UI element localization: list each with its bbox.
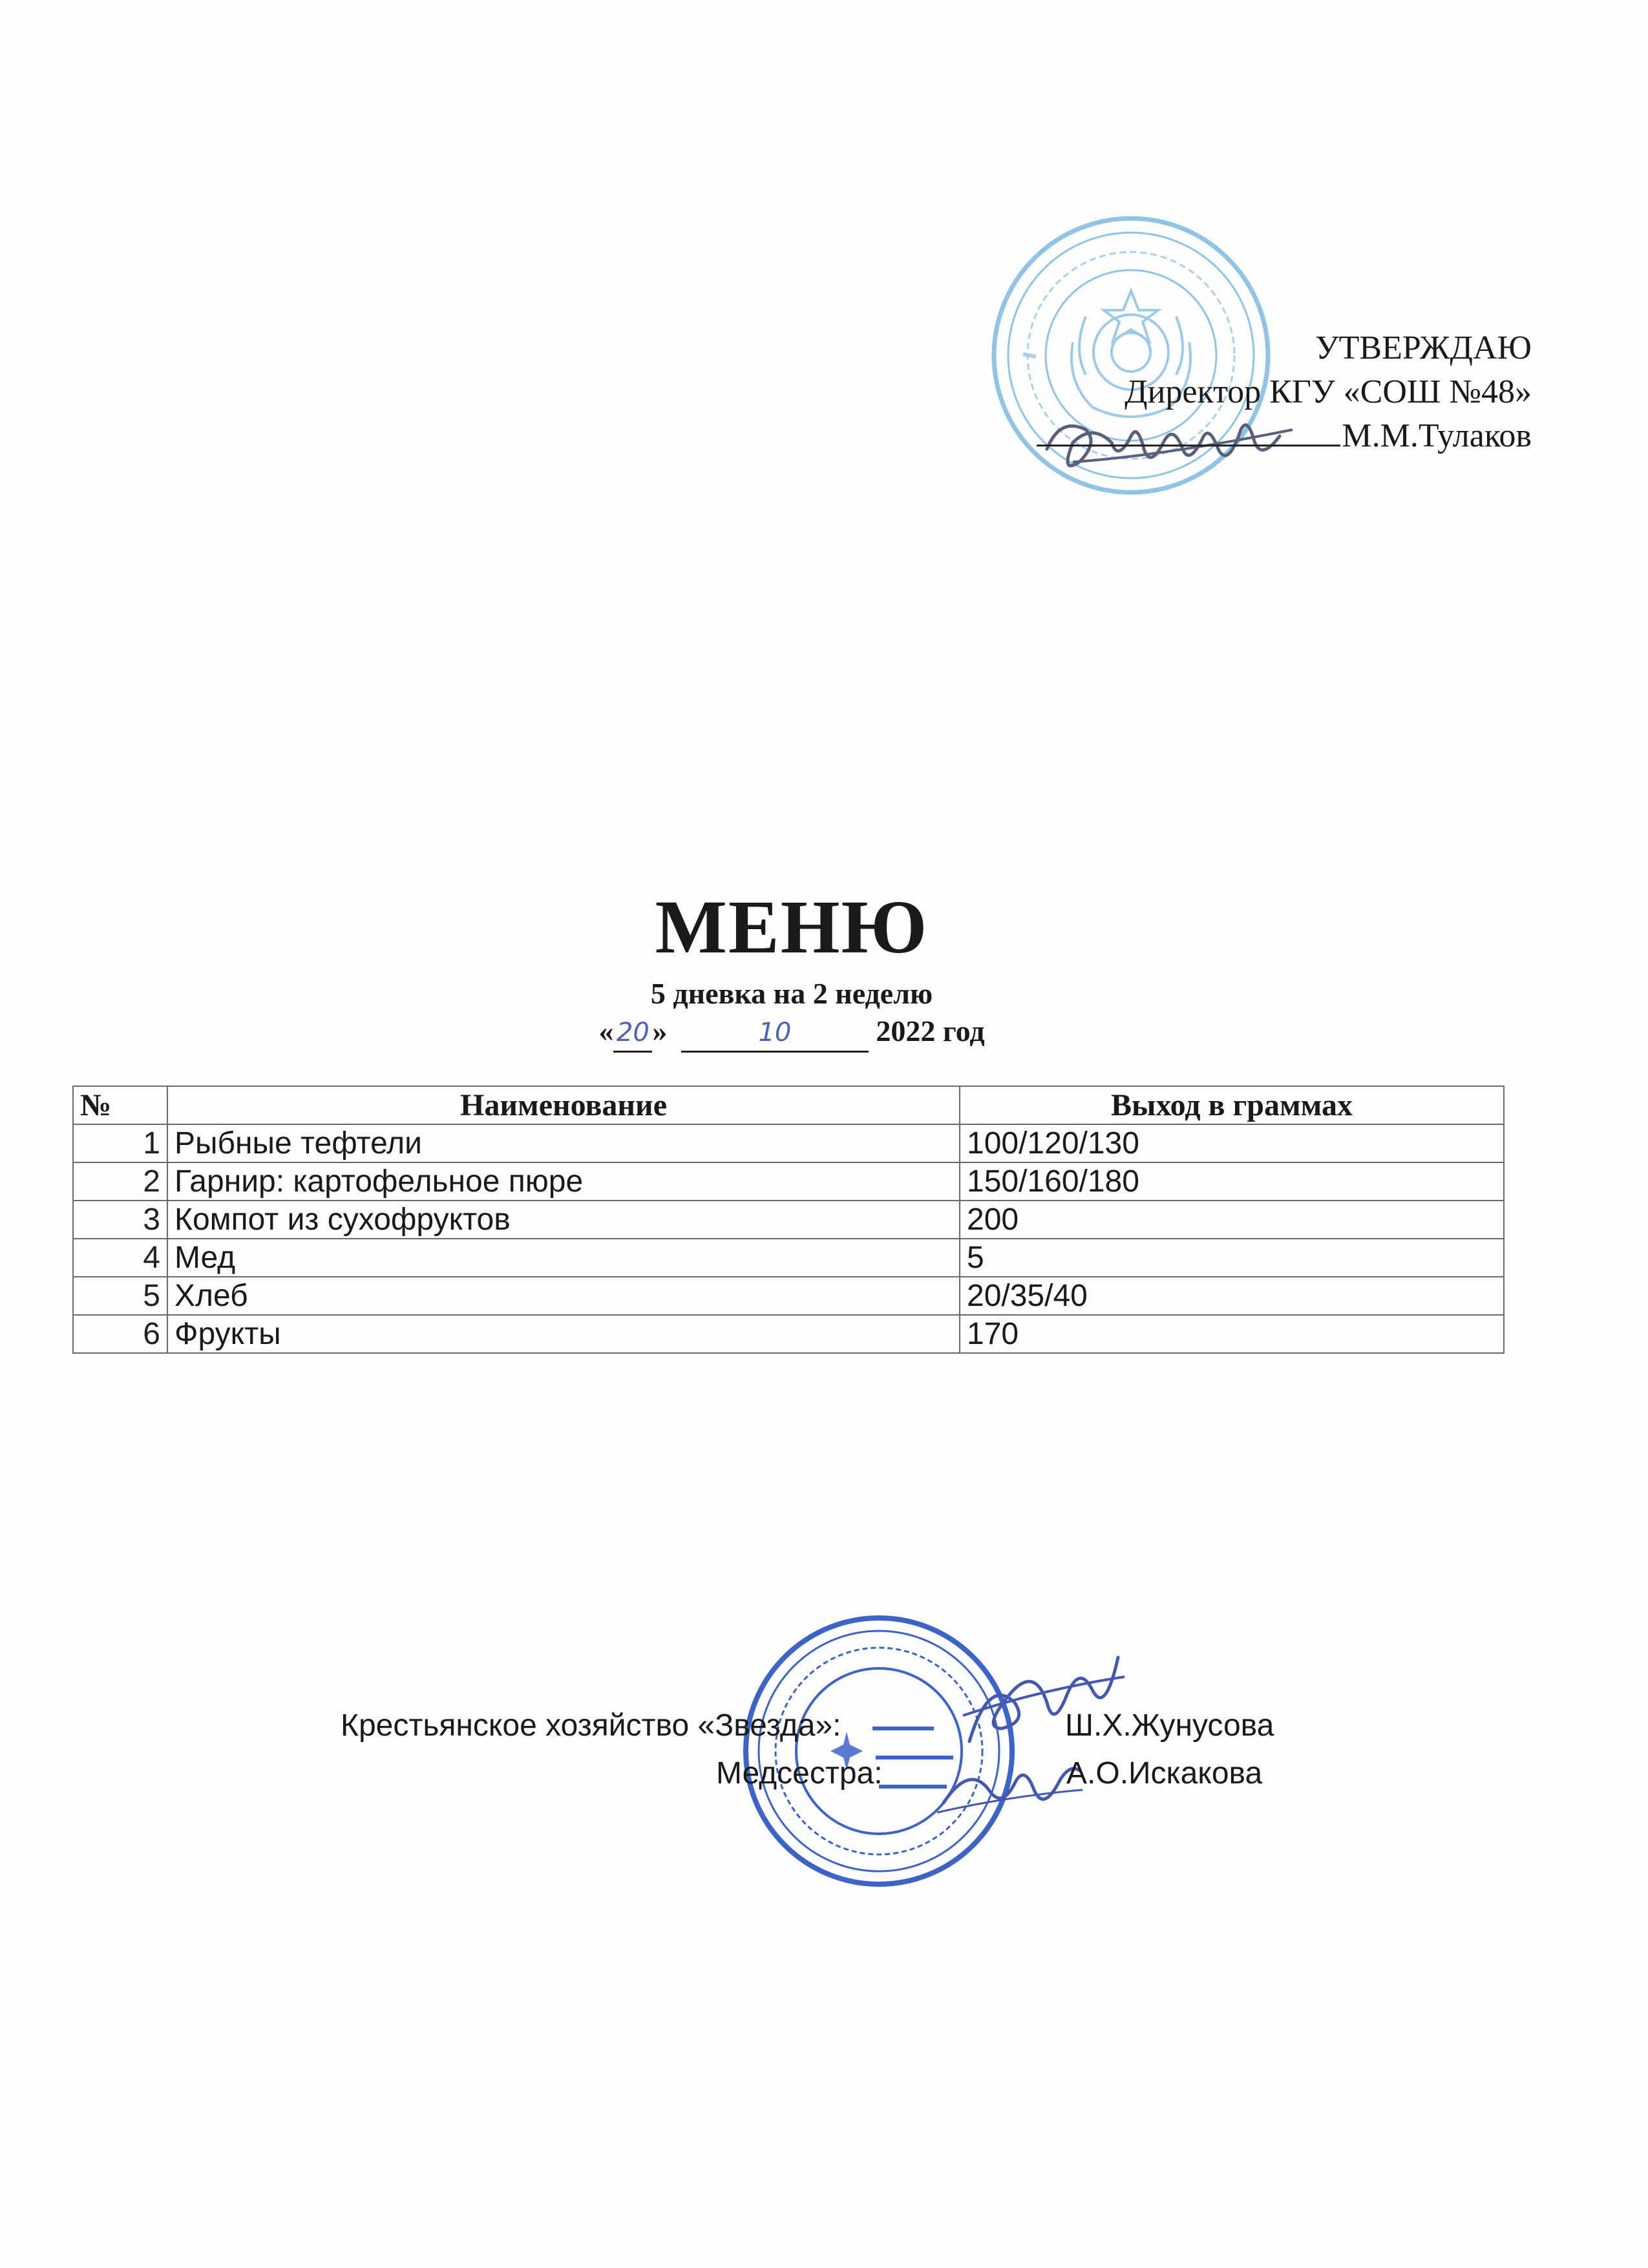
farm-label: Крестьянское хозяйство «Звезда»:	[341, 1708, 841, 1743]
date-year: 2022 год	[876, 1014, 985, 1047]
page-title: МЕНЮ	[655, 885, 929, 969]
row-number: 1	[73, 1124, 167, 1162]
row-number: 3	[73, 1201, 167, 1239]
dish-yield: 150/160/180	[960, 1162, 1504, 1201]
nurse-signature	[931, 1751, 1086, 1822]
signature-underline	[1037, 415, 1340, 446]
dish-name: Гарнир: картофельное пюре	[167, 1162, 960, 1201]
nurse-label: Медсестра:	[716, 1756, 883, 1790]
approval-position: Директор КГУ «СОШ №48»	[1125, 373, 1532, 410]
column-header-number: №	[73, 1086, 167, 1124]
approval-signer-name: М.М.Тулаков	[1342, 417, 1532, 454]
farm-signature	[950, 1651, 1131, 1761]
page-subtitle: 5 дневка на 2 неделю	[650, 977, 933, 1010]
approval-block	[1037, 326, 1532, 458]
date-day-handwritten: 20	[616, 1018, 650, 1047]
date-month-handwritten: 10	[758, 1018, 792, 1047]
approval-signature-line	[1037, 414, 1532, 458]
nurse-signer-name: А.О.Искакова	[1066, 1756, 1263, 1790]
column-header-name: Наименование	[167, 1086, 960, 1124]
date-day-field	[613, 1013, 652, 1053]
dish-yield: 170	[960, 1315, 1504, 1353]
table-header-row	[73, 1086, 1504, 1124]
dish-name: Фрукты	[167, 1315, 960, 1353]
dish-yield: 5	[960, 1239, 1504, 1277]
farm-signer-name: Ш.Х.Жунусова	[1065, 1708, 1274, 1743]
row-number: 4	[73, 1239, 167, 1277]
table-row	[73, 1201, 1504, 1239]
date-close-quote: »	[652, 1014, 668, 1047]
column-header-yield: Выход в граммах	[960, 1086, 1504, 1124]
date-month-field	[681, 1013, 869, 1053]
dish-yield: 100/120/130	[960, 1124, 1504, 1162]
dish-yield: 20/35/40	[960, 1277, 1504, 1315]
dish-name: Мед	[167, 1239, 960, 1277]
table-row	[73, 1239, 1504, 1277]
row-number: 2	[73, 1162, 167, 1201]
table-row	[73, 1277, 1504, 1315]
approval-heading: УТВЕРЖДАЮ	[1315, 330, 1532, 366]
dish-name: Рыбные тефтели	[167, 1124, 960, 1162]
dish-name: Компот из сухофруктов	[167, 1201, 960, 1239]
row-number: 5	[73, 1277, 167, 1315]
table-row	[73, 1124, 1504, 1162]
table-row	[73, 1162, 1504, 1201]
date-line	[0, 1013, 1583, 1053]
menu-table	[72, 1086, 1505, 1354]
dish-name: Хлеб	[167, 1277, 960, 1315]
dish-yield: 200	[960, 1201, 1504, 1239]
row-number: 6	[73, 1315, 167, 1353]
date-open-quote: «	[598, 1014, 614, 1047]
table-row	[73, 1315, 1504, 1353]
